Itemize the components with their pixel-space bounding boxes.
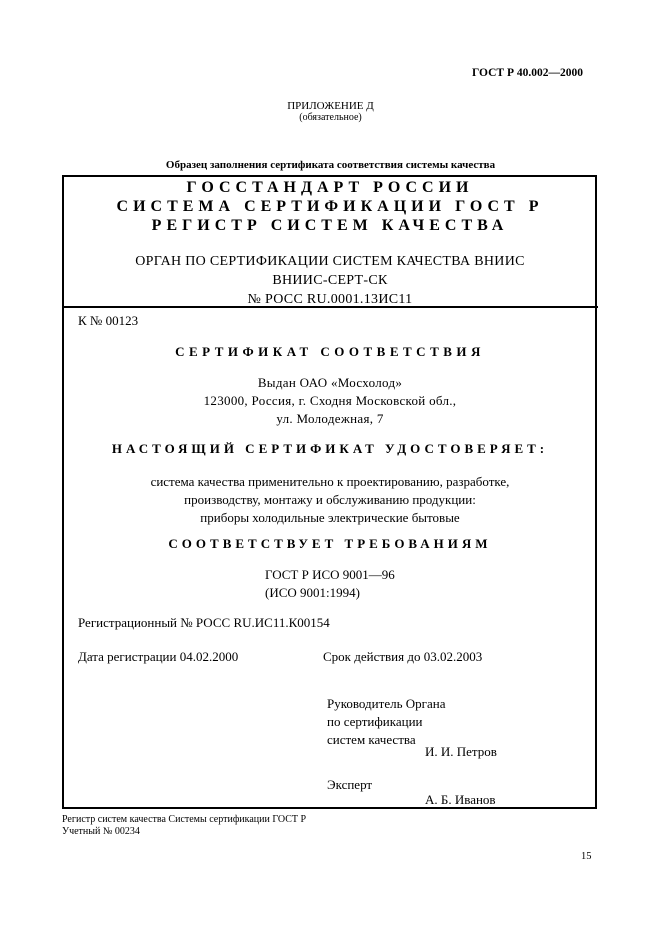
certificate-title: СЕРТИФИКАТ СООТВЕТСТВИЯ [175, 344, 485, 359]
appendix-title: ПРИЛОЖЕНИЕ Д [287, 100, 374, 112]
expert-title: Эксперт [327, 777, 373, 792]
body-line: ОРГАН ПО СЕРТИФИКАЦИИ СИСТЕМ КАЧЕСТВА ВНИИС [135, 254, 525, 269]
footer-line: Учетный № 00234 [62, 826, 140, 837]
registration-number: Регистрационный № РОСС RU.ИС11.К00154 [78, 615, 330, 630]
body-line: № РОСС RU.0001.13ИС11 [247, 292, 413, 307]
issued-line: ул. Молодежная, 7 [276, 411, 384, 426]
signer-title-line: систем качества [327, 732, 416, 747]
standard-code: ГОСТ Р 40.002—2000 [472, 67, 583, 79]
certification-body [62, 252, 598, 309]
expert-name: А. Б. Иванов [425, 792, 496, 807]
scope-line: приборы холодильные электрические бытовые [200, 510, 460, 525]
certificate-heading [62, 178, 598, 235]
standard-reference [265, 566, 395, 602]
heading-line: СИСТЕМА СЕРТИФИКАЦИИ ГОСТ Р [116, 198, 544, 215]
scope [62, 473, 598, 527]
valid-until: Срок действия до 03.02.2003 [323, 649, 483, 664]
issued-to [62, 374, 598, 428]
conforms-heading: СООТВЕТСТВУЕТ ТРЕБОВАНИЯМ [168, 536, 492, 551]
body-line: ВНИИС-СЕРТ-СК [272, 273, 388, 288]
certifies-heading: НАСТОЯЩИЙ СЕРТИФИКАТ УДОСТОВЕРЯЕТ: [111, 441, 549, 456]
scope-line: система качества применительно к проектированию, разработке, [150, 474, 510, 489]
standard-line: ГОСТ Р ИСО 9001—96 [265, 567, 395, 582]
figure-caption: Образец заполнения сертификата соответствия системы качества [165, 159, 496, 171]
certificate-number: К № 00123 [78, 313, 139, 328]
heading-line: РЕГИСТР СИСТЕМ КАЧЕСТВА [151, 217, 509, 234]
registration-date: Дата регистрации 04.02.2000 [78, 649, 239, 664]
issued-line: 123000, Россия, г. Сходня Московской обл., [203, 393, 457, 408]
appendix-status: (обязательное) [299, 112, 362, 123]
standard-line: (ИСО 9001:1994) [265, 585, 360, 600]
page-number: 15 [581, 851, 592, 862]
signer-title [327, 695, 445, 749]
signer-title-line: Руководитель Органа [327, 696, 446, 711]
footer-note [62, 814, 306, 838]
footer-line: Регистр систем качества Системы сертификации ГОСТ Р [62, 814, 307, 825]
heading-line: ГОССТАНДАРТ РОССИИ [186, 179, 474, 196]
appendix-heading [0, 100, 661, 124]
scope-line: производству, монтажу и обслуживанию продукции: [184, 492, 476, 507]
signer-title-line: по сертификации [327, 714, 423, 729]
signer-name: И. И. Петров [425, 744, 497, 759]
issued-line: Выдан ОАО «Мосхолод» [257, 375, 403, 390]
